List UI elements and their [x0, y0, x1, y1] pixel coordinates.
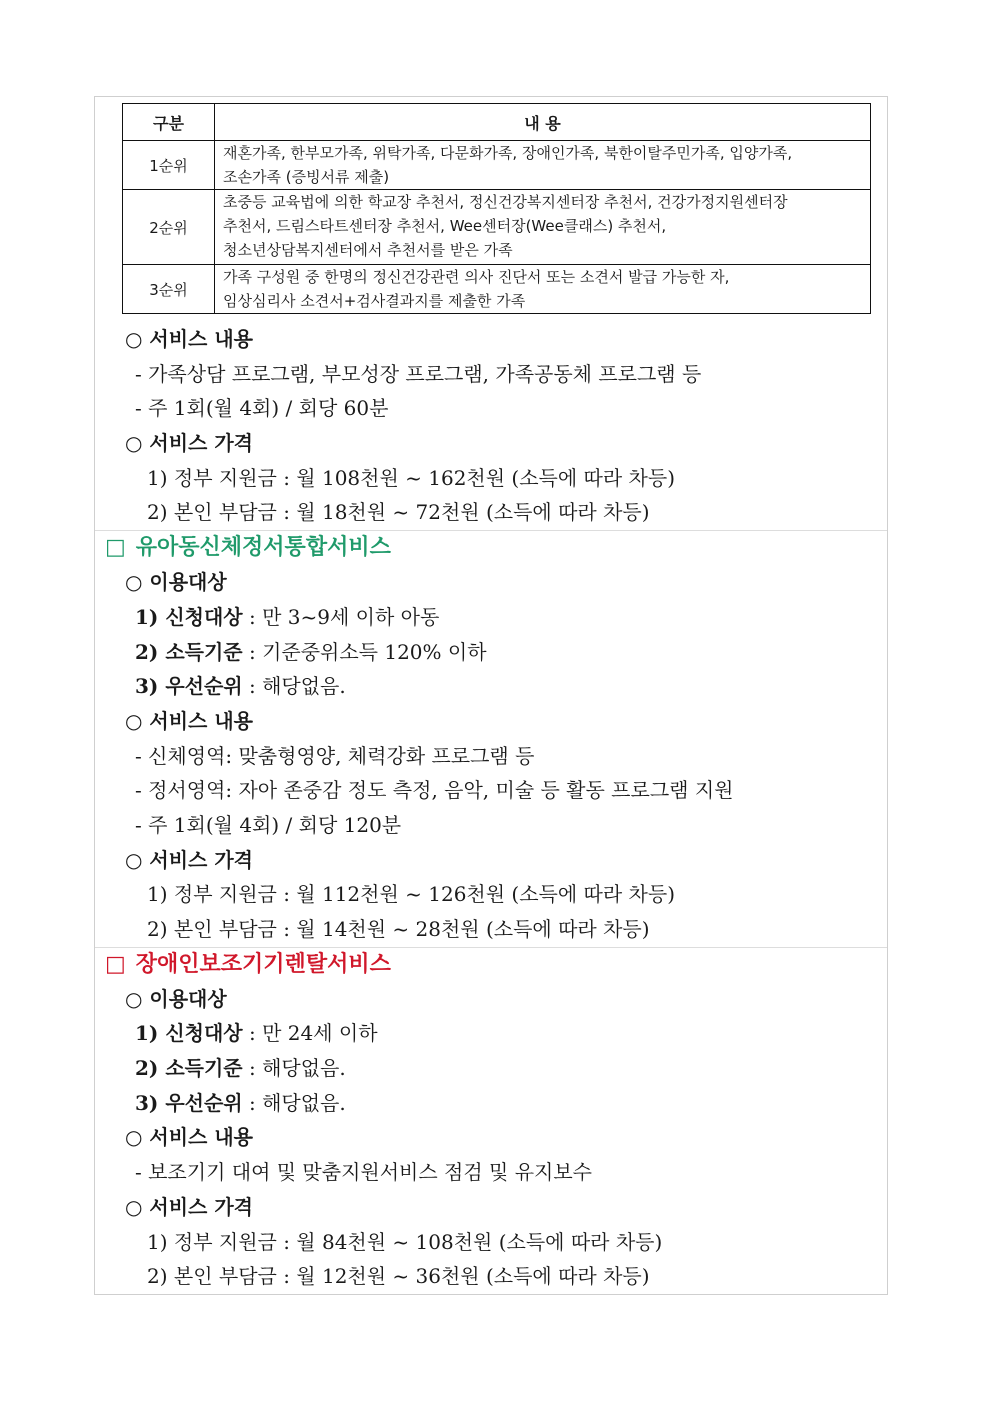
- content-cell: [215, 265, 871, 314]
- service-price-heading: ○ 서비스 가격: [125, 431, 253, 456]
- section-assistive-device-rental: [95, 948, 887, 1294]
- table-header-content: 내 용: [215, 104, 871, 141]
- rank-cell: 3순위: [123, 265, 215, 314]
- content-line: 초중등 교육법에 의한 학교장 추천서, 정신건강복지센터장 추천서, 건강가정지원센터장: [223, 193, 788, 211]
- rank-cell: 2순위: [123, 190, 215, 265]
- rank-cell: 1순위: [123, 141, 215, 190]
- table-row: [123, 190, 871, 265]
- section-title-text: 유아동신체정서통합서비스: [135, 535, 391, 561]
- list-item: - 정서영역: 자아 존중감 정도 측정, 음악, 미술 등 활동 프로그램 지원: [135, 778, 734, 803]
- table-row: [123, 265, 871, 314]
- price-item: 1) 정부 지원금 : 월 112천원 ~ 126천원 (소득에 따라 차등): [147, 882, 675, 907]
- content-line: 청소년상담복지센터에서 추천서를 받은 가족: [223, 241, 513, 259]
- section-title: [95, 948, 887, 982]
- priority-table: [122, 103, 871, 314]
- content-cell: [215, 141, 871, 190]
- condition-item: 3) 우선순위 : 해당없음.: [135, 674, 346, 699]
- list-item: - 보조기기 대여 및 맞춤지원서비스 점검 및 유지보수: [135, 1160, 592, 1185]
- content-line: 조손가족 (증빙서류 제출): [223, 168, 390, 186]
- service-content-heading: ○ 서비스 내용: [125, 327, 253, 351]
- price-item: 1) 정부 지원금 : 월 84천원 ~ 108천원 (소득에 따라 차등): [147, 1229, 663, 1254]
- condition-item: 1) 신청대상 : 만 3~9세 이하 아동: [135, 604, 440, 629]
- content-line: 임상심리사 소견서+검사결과지를 제출한 가족: [223, 292, 526, 310]
- document-frame: [94, 96, 888, 1295]
- list-item: - 주 1회(월 4회) / 회당 120분: [135, 812, 402, 837]
- condition-item: 1) 신청대상 : 만 24세 이하: [135, 1021, 378, 1046]
- service-price-heading: ○ 서비스 가격: [125, 847, 253, 872]
- price-item: 2) 본인 부담금 : 월 14천원 ~ 28천원 (소득에 따라 차등): [147, 917, 650, 941]
- condition-item: 2) 소득기준 : 기준중위소득 120% 이하: [135, 639, 487, 664]
- content-line: 추천서, 드림스타트센터장 추천서, Wee센터장(Wee클래스) 추천서,: [223, 217, 667, 235]
- target-heading: ○ 이용대상: [125, 986, 227, 1011]
- section-child-body-emotion: [95, 531, 887, 948]
- price-item: 1) 정부 지원금 : 월 108천원 ~ 162천원 (소득에 따라 차등): [147, 465, 675, 490]
- list-item: - 주 1회(월 4회) / 회당 60분: [135, 396, 389, 421]
- price-item: 2) 본인 부담금 : 월 18천원 ~ 72천원 (소득에 따라 차등): [147, 500, 650, 525]
- section-family-counseling: [95, 103, 887, 531]
- condition-item: 2) 소득기준 : 해당없음.: [135, 1056, 346, 1081]
- service-content-heading: ○ 서비스 내용: [125, 1125, 253, 1150]
- table-header-category: 구분: [123, 104, 215, 141]
- content-line: 재혼가족, 한부모가족, 위탁가족, 다문화가족, 장애인가족, 북한이탈주민가족, 입양가족,: [223, 144, 793, 162]
- checkbox-square-icon: □: [105, 535, 126, 561]
- section-title: [95, 531, 887, 565]
- checkbox-square-icon: □: [105, 951, 126, 977]
- section-title-text: 장애인보조기기렌탈서비스: [135, 951, 391, 977]
- service-price-heading: ○ 서비스 가격: [125, 1194, 253, 1219]
- content-cell: [215, 190, 871, 265]
- priority-table-header: [123, 104, 871, 141]
- condition-item: 3) 우선순위 : 해당없음.: [135, 1090, 346, 1115]
- target-heading: ○ 이용대상: [125, 570, 227, 595]
- service-content-heading: ○ 서비스 내용: [125, 708, 253, 733]
- content-line: 가족 구성원 중 한명의 정신건강관련 의사 진단서 또는 소견서 발급 가능한 자,: [223, 268, 730, 286]
- table-row: [123, 141, 871, 190]
- list-item: - 신체영역: 맞춤형영양, 체력강화 프로그램 등: [135, 743, 535, 768]
- price-item: 2) 본인 부담금 : 월 12천원 ~ 36천원 (소득에 따라 차등): [147, 1264, 650, 1289]
- list-item: - 가족상담 프로그램, 부모성장 프로그램, 가족공동체 프로그램 등: [135, 361, 702, 386]
